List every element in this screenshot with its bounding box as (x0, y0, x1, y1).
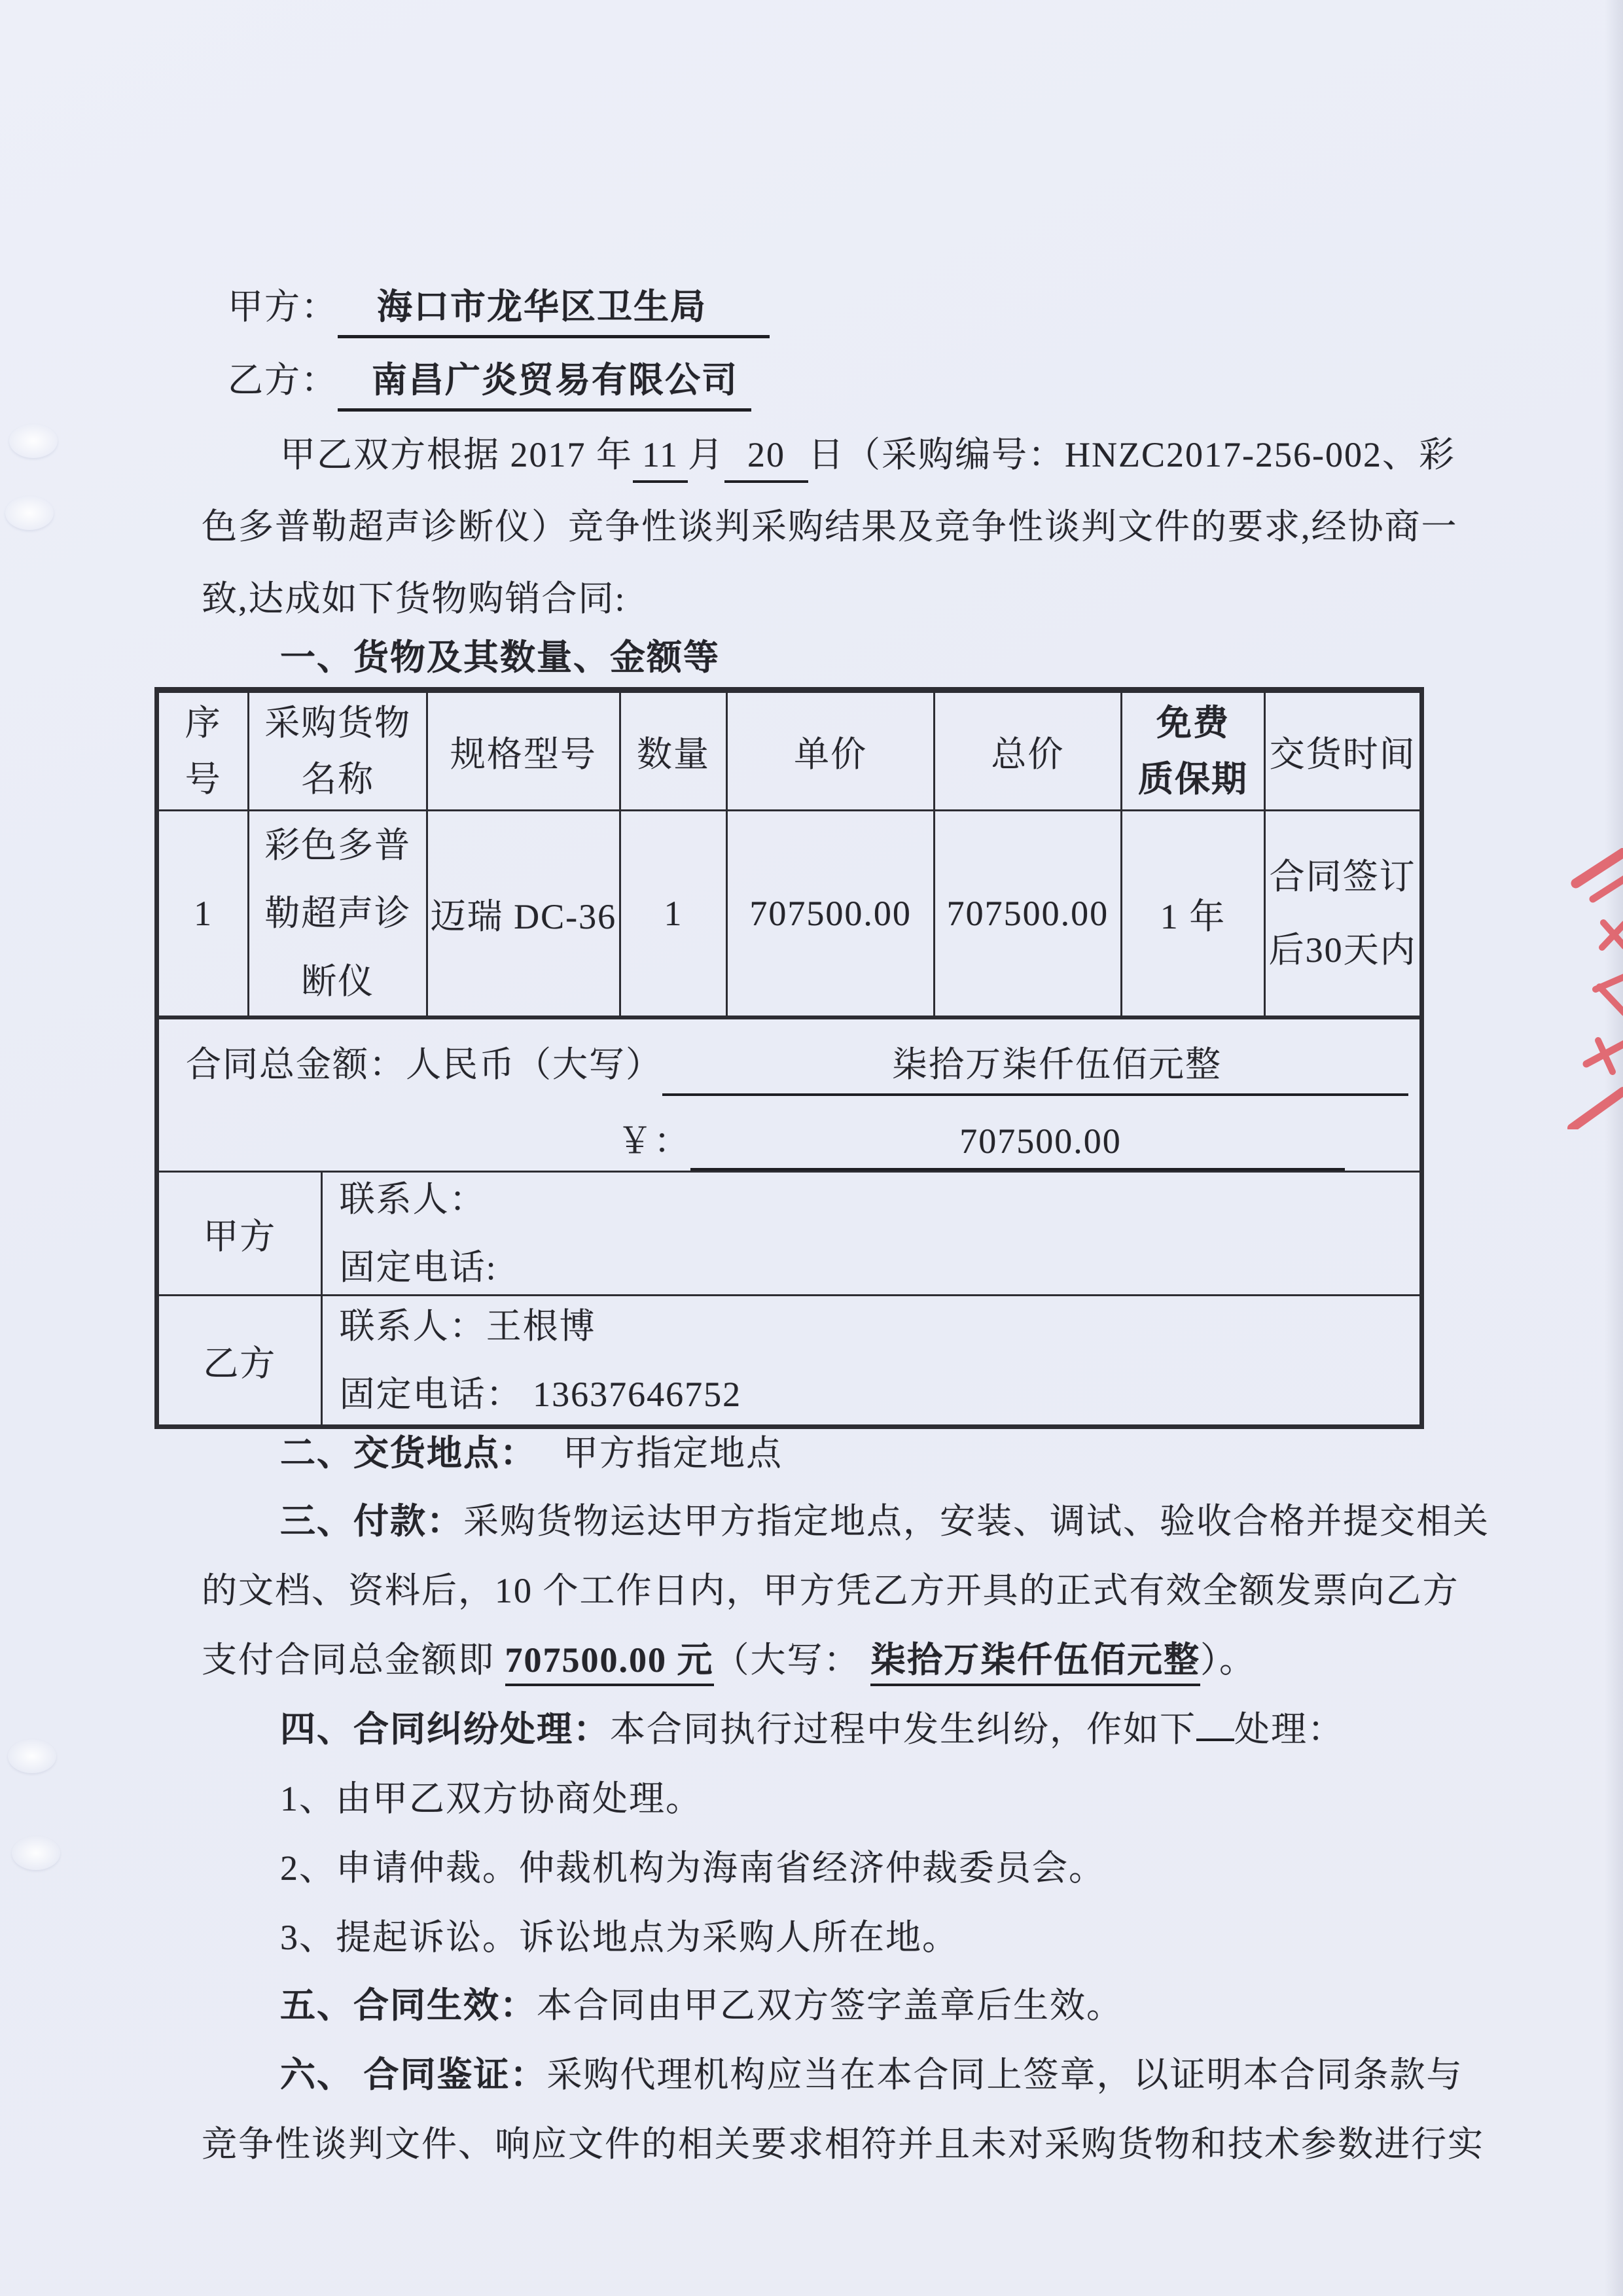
header-seq: 序 号 (158, 692, 249, 811)
section-3-amount-end: ）。 (1200, 1640, 1256, 1680)
intro-l1-pre: 甲乙双方根据 2017 年 (280, 435, 633, 474)
intro-l1-mid: 月 (688, 435, 724, 474)
contract-amount-caps: 柒拾万柒仟伍佰元整 (870, 1640, 1200, 1686)
section-5-line (280, 1984, 1123, 2027)
paper-crease-mark (8, 1739, 56, 1773)
header-qty: 数量 (620, 692, 726, 811)
intro-line-1 (280, 433, 1455, 483)
total-amount-digits: 707500.00 (690, 1121, 1345, 1171)
section-4-label: 四、合同纠纷处理： (280, 1710, 610, 1749)
party-b-row-label: 乙方 (158, 1296, 322, 1426)
section-3-text-1: 采购货物运达甲方指定地点，安装、调试、验收合格并提交相关 (463, 1502, 1489, 1541)
table-row (158, 811, 1421, 1017)
month-blank: 11 (633, 433, 688, 483)
paper-crease-mark (12, 1836, 60, 1870)
dispute-item-3: 3、提起诉讼。诉讼地点为采购人所在地。 (280, 1918, 959, 1957)
party-a-line (228, 285, 770, 338)
intro-l1-post: 日（采购编号：HNZC2017-256-002、彩 (808, 435, 1455, 474)
cell-model: 迈瑞 DC-36 (427, 811, 620, 1017)
cell-seq: 1 (158, 811, 249, 1017)
section-1-heading: 一、货物及其数量、金额等 (280, 638, 720, 677)
header-unit-price: 单价 (727, 692, 935, 811)
party-a-row-label: 甲方 (158, 1172, 322, 1296)
cell-unit-price: 707500.00 (727, 811, 935, 1017)
blank-underline (1196, 1735, 1234, 1741)
header-delivery: 交货时间 (1265, 692, 1421, 811)
cell-qty: 1 (620, 811, 726, 1017)
paper-crease-mark (5, 496, 54, 530)
party-b-label: 乙方： (228, 361, 338, 400)
party-a-contact-row (158, 1172, 1421, 1296)
party-b-line (228, 359, 751, 412)
day-blank: 20 (724, 433, 808, 483)
total-amount-row (158, 1019, 1421, 1172)
party-b-phone: 固定电话： 13637646752 (339, 1375, 742, 1414)
cell-total-price: 707500.00 (935, 811, 1122, 1017)
goods-table-footer (157, 1017, 1421, 1426)
total-amount-cell (158, 1019, 1421, 1172)
intro-line-3: 致,达成如下货物购销合同: (202, 579, 626, 618)
party-b-contact: 联系人：王根博 (339, 1307, 596, 1346)
intro-line-2: 色多普勒超声诊断仪）竞争性谈判采购结果及竞争性谈判文件的要求,经协商一 (202, 507, 1458, 546)
section-2-label: 二、交货地点： (280, 1434, 537, 1473)
section-3-line-3 (202, 1638, 1256, 1682)
party-a-phone: 固定电话: (339, 1248, 497, 1287)
section-3-label: 三、付款： (280, 1502, 463, 1541)
cell-warranty: 1 年 (1121, 811, 1265, 1017)
section-5-label: 五、合同生效： (280, 1986, 537, 2025)
goods-table (154, 687, 1424, 1429)
section-2-text: 甲方指定地点 (563, 1434, 783, 1473)
dispute-item-1: 1、由甲乙双方协商处理。 (280, 1779, 702, 1818)
party-a-name: 海口市龙华区卫生局 (338, 285, 770, 338)
party-b-contact-cell (321, 1296, 1420, 1426)
section-4-text-2: 处理： (1234, 1710, 1344, 1749)
header-warranty: 免费 质保期 (1121, 692, 1265, 811)
yen-label: ￥： (617, 1122, 690, 1161)
red-stamp-fragment (1564, 848, 1623, 1129)
section-2-line (280, 1432, 783, 1475)
section-6-line-1 (280, 2053, 1463, 2096)
section-3-line-1 (280, 1500, 1489, 1543)
section-6-label: 六、 合同鉴证： (280, 2055, 547, 2094)
header-goods-name: 采购货物 名称 (249, 692, 427, 811)
cell-goods-name: 彩色多普 勒超声诊 断仪 (249, 811, 427, 1017)
party-a-contact: 联系人： (339, 1180, 486, 1219)
section-3-amount-pre: 支付合同总金额即 (202, 1640, 505, 1680)
header-total-price: 总价 (935, 692, 1122, 811)
cell-delivery: 合同签订 后30天内 (1265, 811, 1421, 1017)
section-5-text: 本合同由甲乙双方签字盖章后生效。 (537, 1986, 1123, 2025)
scan-edge-shadow (1605, 0, 1623, 2296)
party-a-label: 甲方： (228, 287, 338, 327)
contract-amount-digits: 707500.00 元 (505, 1640, 714, 1686)
goods-table-main (157, 691, 1421, 1017)
party-b-contact-row (158, 1296, 1421, 1426)
section-4-text-1: 本合同执行过程中发生纠纷，作如下 (610, 1710, 1196, 1749)
section-4-line (280, 1708, 1344, 1751)
total-amount-label: 合同总金额：人民币（大写） (186, 1045, 662, 1084)
paper-crease-mark (9, 424, 58, 458)
section-6-text-1: 采购代理机构应当在本合同上签章，以证明本合同条款与 (546, 2055, 1463, 2094)
section-3-amount-mid: （大写： (713, 1640, 870, 1680)
section-3-line-2: 的文档、资料后，10 个工作日内，甲方凭乙方开具的正式有效全额发票向乙方 (202, 1571, 1459, 1610)
party-a-contact-cell (321, 1172, 1420, 1296)
table-header-row (158, 692, 1421, 811)
dispute-item-2: 2、申请仲裁。仲裁机构为海南省经济仲裁委员会。 (280, 1848, 1105, 1888)
section-6-line-2: 竞争性谈判文件、响应文件的相关要求相符并且未对采购货物和技术参数进行实 (202, 2125, 1484, 2164)
header-model: 规格型号 (427, 692, 620, 811)
total-amount-caps: 柒拾万柒仟伍佰元整 (662, 1036, 1408, 1096)
party-b-name: 南昌广炎贸易有限公司 (338, 359, 751, 412)
